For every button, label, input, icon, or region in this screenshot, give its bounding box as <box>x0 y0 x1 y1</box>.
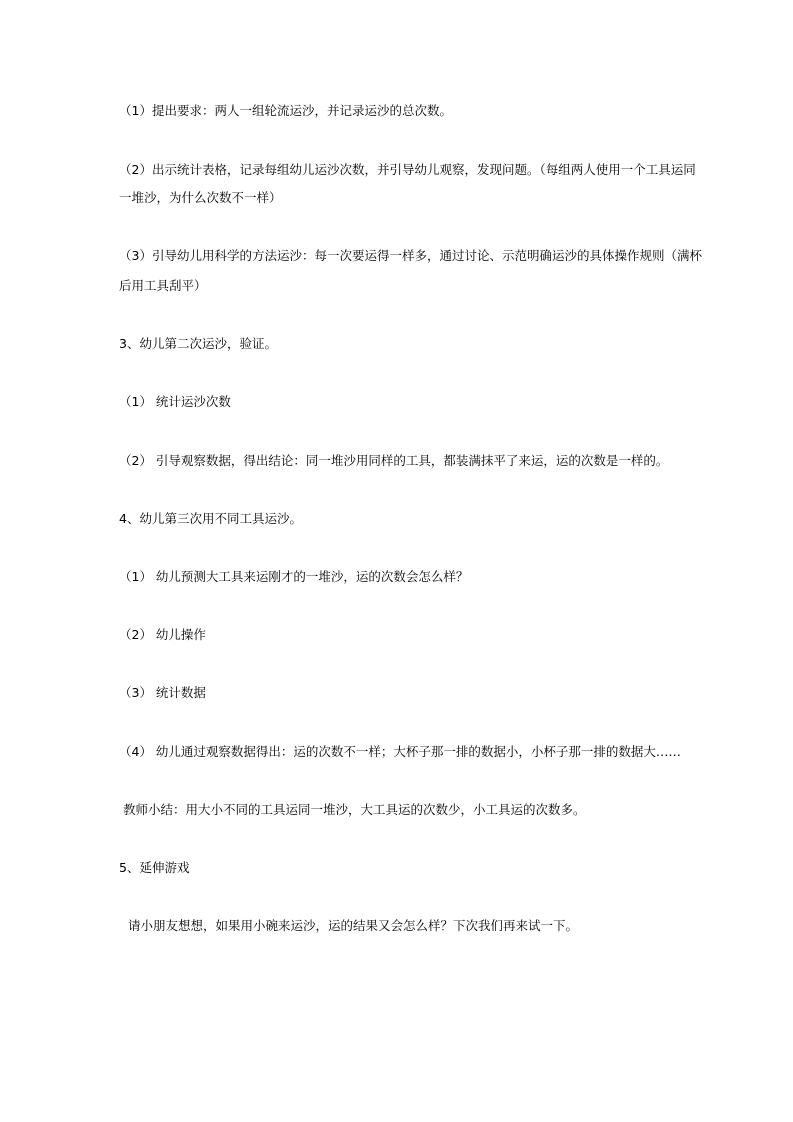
step-2-2-text-line1: （2）出示统计表格，记录每组幼儿运沙次数，并引导幼儿观察，发现问题。（每组两人使用一个工具运同 <box>119 162 696 177</box>
step-4-3-text: （3） 统计数据 <box>119 685 206 700</box>
step-2-2-text-line2: 一堆沙，为什么次数不一样） <box>119 190 282 205</box>
section-4-heading: 4、幼儿第三次用不同工具运沙。 <box>119 511 302 526</box>
step-4-1-text: （1） 幼儿预测大工具来运刚才的一堆沙，运的次数会怎么样？ <box>119 569 469 584</box>
extension-text: 请小朋友想想，如果用小碗来运沙，运的结果又会怎么样？下次我们再来试一下。 <box>128 918 579 933</box>
step-2-3-text-line1: （3）引导幼儿用科学的方法运沙：每一次要运得一样多，通过讨论、示范明确运沙的具体操作规则（满杯 <box>119 248 702 263</box>
step-2-3-text-line2: 后用工具刮平） <box>119 278 207 293</box>
step-3-1-text: （1） 统计运沙次数 <box>119 394 231 409</box>
section-3-heading: 3、幼儿第二次运沙，验证。 <box>119 336 277 351</box>
step-2-1-text: （1）提出要求：两人一组轮流运沙，并记录运沙的总次数。 <box>119 103 452 118</box>
step-4-2-text: （2） 幼儿操作 <box>119 627 206 642</box>
step-3-2-text: （2） 引导观察数据，得出结论：同一堆沙用同样的工具，都装满抹平了来运，运的次数是一样的。 <box>119 453 669 468</box>
teacher-summary-text: 教师小结：用大小不同的工具运同一堆沙，大工具运的次数少，小工具运的次数多。 <box>123 802 586 817</box>
step-4-4-text: （4） 幼儿通过观察数据得出：运的次数不一样；大杯子那一排的数据小，小杯子那一排的数据大…… <box>119 744 681 759</box>
section-5-heading: 5、延伸游戏 <box>119 860 190 875</box>
